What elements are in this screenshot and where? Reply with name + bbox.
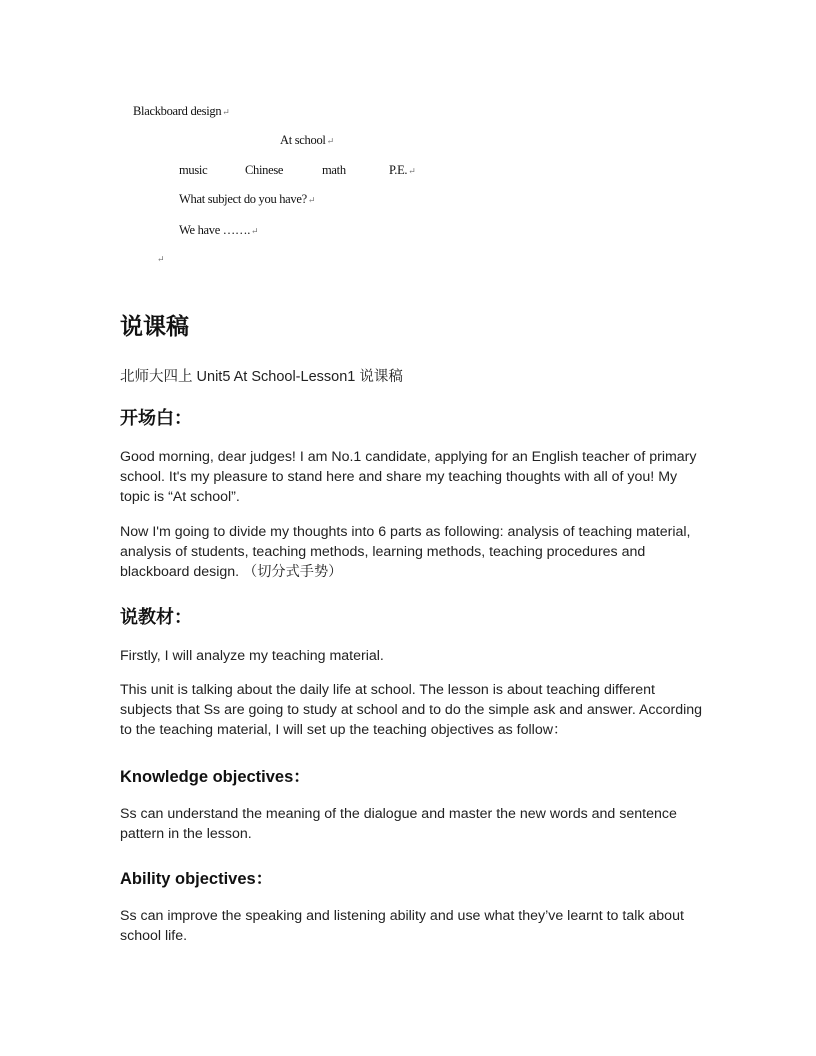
document-title: 说课稿 xyxy=(120,313,189,339)
subject-music: music xyxy=(179,163,208,177)
ability-objectives-paragraph: Ss can improve the speaking and listening ability and use what they’ve learnt to talk about school life. xyxy=(120,908,684,944)
knowledge-objectives-paragraph: Ss can understand the meaning of the dialogue and master the new words and sentence pattern in the lesson. xyxy=(120,806,677,842)
subject-pe: P.E.↵ xyxy=(389,163,416,177)
subject-chinese: Chinese xyxy=(245,163,284,177)
knowledge-objectives-heading: Knowledge objectives： xyxy=(120,768,310,786)
subject-math: math xyxy=(322,163,346,177)
blackboard-question: What subject do you have?↵ xyxy=(179,192,316,206)
opening-heading: 开场白： xyxy=(120,408,192,428)
blackboard-heading: At school↵ xyxy=(280,133,334,147)
blackboard-answer: We have …….↵ xyxy=(179,223,259,237)
paragraph-mark-icon: ↵ xyxy=(157,254,165,264)
material-paragraph-1: Firstly, I will analyze my teaching material. xyxy=(120,648,384,664)
blackboard-title: Blackboard design↵ xyxy=(133,104,230,118)
opening-paragraph-1: Good morning, dear judges! I am No.1 candidate, applying for an English teacher of primary school. It's my pleasure to stand here and share my teaching thoughts with all of you! My topic is “At school”. xyxy=(120,449,697,505)
material-paragraph-2: This unit is talking about the daily life at school. The lesson is about teaching different subjects that Ss are going to study at school and to do the simple ask and answer. According to the teaching material, I will set up the teaching objectives as follow： xyxy=(120,682,703,738)
opening-paragraph-2: Now I'm going to divide my thoughts into 6 parts as following: analysis of teaching material, analysis of students, teaching methods, learning methods, teaching procedures and blackboard design. （切分式手势） xyxy=(120,524,691,580)
ability-objectives-heading: Ability objectives： xyxy=(120,870,273,888)
material-heading: 说教材： xyxy=(120,607,192,627)
document-subtitle: 北师大四上 Unit5 At School-Lesson1 说课稿 xyxy=(120,369,403,385)
